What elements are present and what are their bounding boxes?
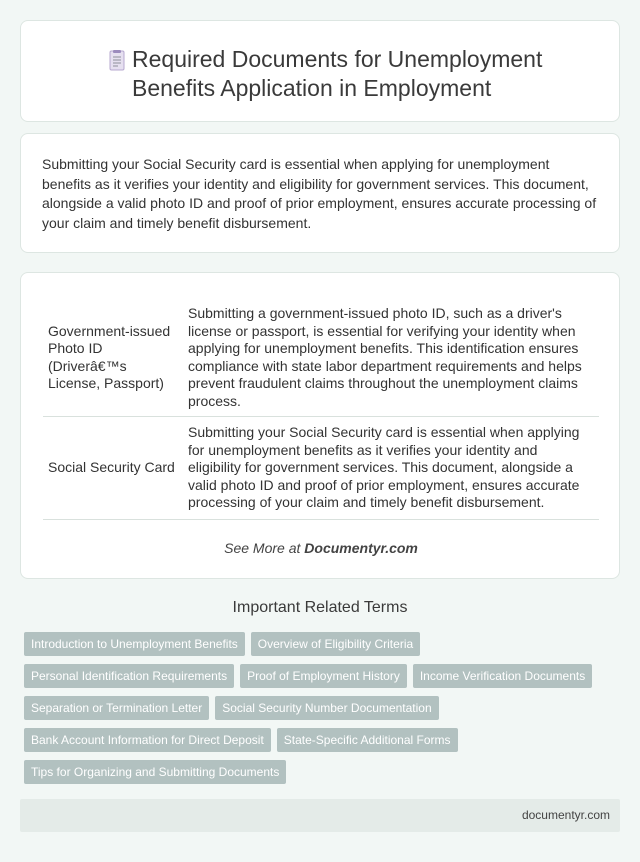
intro-paragraph: Submitting your Social Security card is essential when applying for unemployment benefits as it verifies your identity and eligibility for government services. This document, alongside a valid photo ID and proof of prior employment, ensures accurate processing of your claim and timely benefit disbursement. xyxy=(42,156,597,231)
intro-card xyxy=(20,133,620,253)
related-term-tag[interactable]: Proof of Employment History xyxy=(240,664,407,688)
see-more-link[interactable] xyxy=(21,540,621,556)
see-more-prefix: See More at xyxy=(224,540,301,556)
related-term-tag[interactable]: Separation or Termination Letter xyxy=(24,696,209,720)
header-card xyxy=(20,20,620,122)
footer xyxy=(20,799,620,832)
document-name: Government-issued Photo ID (Driverâ€™s License, Passport) xyxy=(43,299,183,417)
footer-site-link[interactable]: documentyr.com xyxy=(521,808,610,822)
related-term-tag[interactable]: Income Verification Documents xyxy=(413,664,592,688)
related-term-tag[interactable]: Bank Account Information for Direct Deposit xyxy=(24,728,271,752)
table-row xyxy=(43,417,599,520)
documents-table-card xyxy=(20,272,620,579)
related-term-tag[interactable]: State-Specific Additional Forms xyxy=(277,728,458,752)
document-description: Submitting a government-issued photo ID, such as a driver's license or passport, is essential for verifying your identity when applying for unemployment benefits. This identification ensures compliance with state labor department requirements and helps prevent fraudulent claims throughout the unemployment claims process. xyxy=(183,299,599,417)
related-term-tag[interactable]: Social Security Number Documentation xyxy=(215,696,438,720)
document-icon xyxy=(104,48,130,74)
document-name: Social Security Card xyxy=(43,417,183,520)
related-term-tag[interactable]: Overview of Eligibility Criteria xyxy=(251,632,420,656)
related-term-tag[interactable]: Personal Identification Requirements xyxy=(24,664,234,688)
related-terms-title: Important Related Terms xyxy=(232,599,408,616)
related-term-tag[interactable]: Tips for Organizing and Submitting Documents xyxy=(24,760,286,784)
related-term-tag[interactable]: Introduction to Unemployment Benefits xyxy=(24,632,245,656)
documents-table xyxy=(43,299,599,520)
page-title: Required Documents for Unemployment Benefits Application in Employment xyxy=(132,46,543,101)
table-row xyxy=(43,299,599,417)
see-more-site: Documentyr.com xyxy=(304,540,418,556)
related-terms-list xyxy=(24,632,616,784)
document-description: Submitting your Social Security card is essential when applying for unemployment benefits as it verifies your identity and eligibility for government services. This document, alongside a valid photo ID and proof of prior employment, ensures accurate processing of your claim and timely benefit disbursement. xyxy=(183,417,599,520)
